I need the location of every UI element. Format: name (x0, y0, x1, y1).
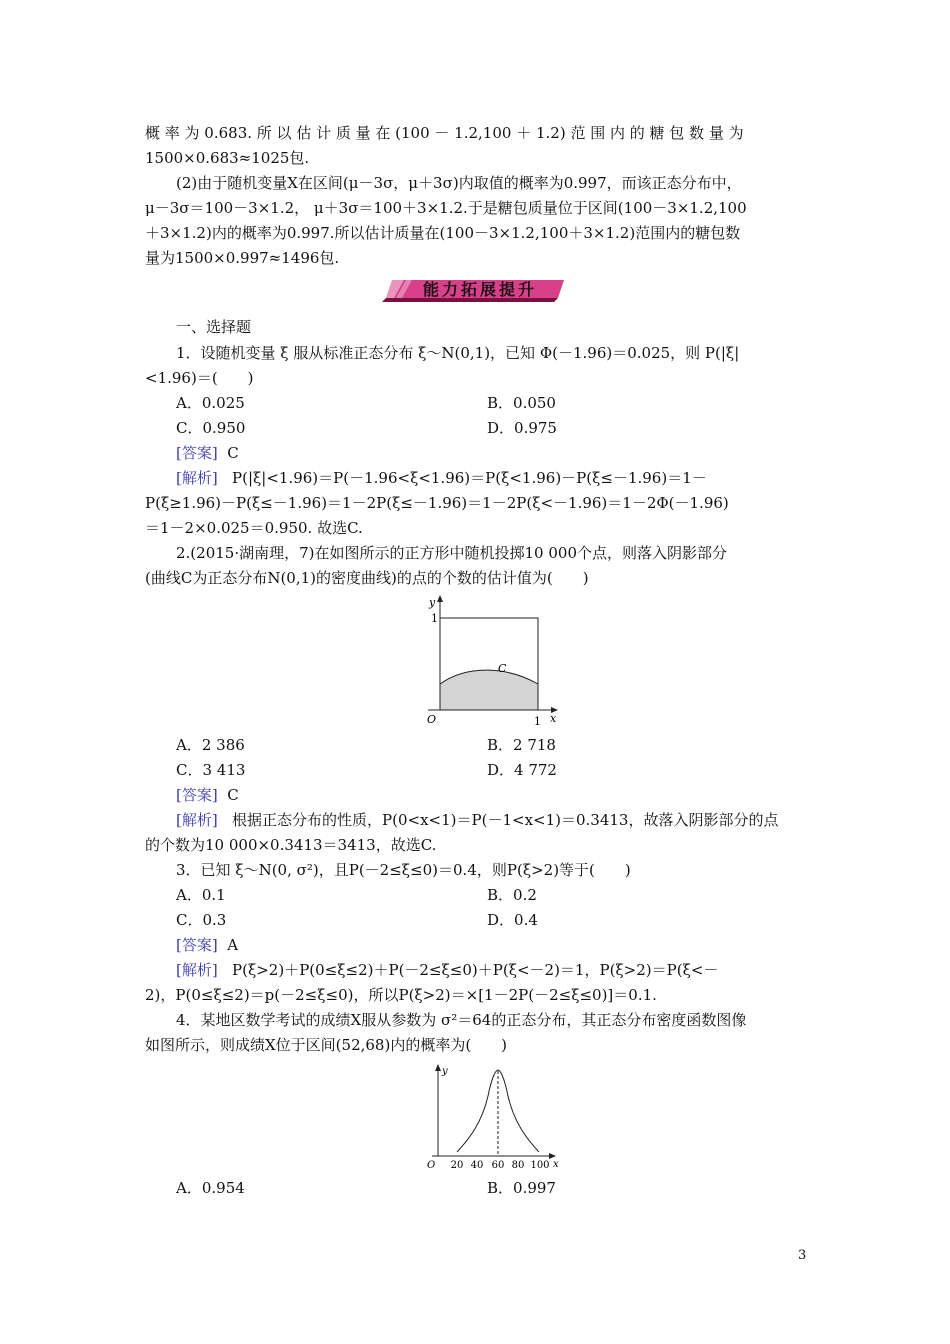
section-banner (382, 274, 570, 302)
normal-density-figure (418, 1060, 563, 1172)
q1-option-d: D．0.975 (487, 419, 557, 437)
tick-label: 100 (530, 1160, 550, 1171)
para-line: ＋3×1.2)内的概率为0.997.所以估计质量在(100－3×1.2,100＋3×1.2)范围内的糖包数 (145, 224, 741, 242)
tick-label: 20 (450, 1160, 464, 1171)
question-3-line: 3．已知 ξ～N(0, σ²)，且P(－2≤ξ≤0)＝0.4，则P(ξ>2)等于( ) (176, 861, 631, 879)
analysis-text: 根据正态分布的性质，P(0<x<1)＝P(－1<x<1)＝0.3413，故落入阴影部分的点 (232, 811, 779, 829)
q3-option-b: B．0.2 (487, 886, 537, 904)
para-line: μ－3σ＝100－3×1.2， μ＋3σ＝100＋3×1.2.于是糖包质量位于区间(100－3×1.2,100 (145, 199, 747, 217)
answer-tag: [答案] (176, 786, 218, 804)
analysis-tag: [解析] (176, 811, 218, 829)
fig-label-one-y: 1 (431, 612, 438, 625)
q3-analysis (176, 960, 718, 980)
q1-answer (176, 443, 239, 463)
para-line: (2)由于随机变量X在区间(μ－3σ，μ＋3σ)内取值的概率为0.997，而该正态分布中， (176, 174, 742, 192)
q2-analysis (176, 810, 778, 830)
answer-value: C (227, 444, 239, 462)
banner-ribbon-icon (382, 274, 570, 302)
q1-option-a: A．0.025 (176, 394, 245, 412)
para-line: 概 率 为 0.683. 所 以 估 计 质 量 在 (100 － 1.2,100 ＋ 1.2) 范 围 内 的 糖 包 数 量 为 (145, 124, 744, 142)
fig-label-o: O (427, 713, 437, 726)
q2-option-a: A．2 386 (176, 736, 245, 754)
q1-option-b: B．0.050 (487, 394, 556, 412)
fig-label-y: y (442, 1066, 448, 1077)
y-arrow-icon (437, 595, 443, 602)
analysis-tag: [解析] (176, 469, 218, 487)
question-1-line: <1.96)＝( ) (145, 369, 254, 387)
y-arrow-icon (435, 1064, 441, 1071)
page-number: 3 (798, 1248, 807, 1263)
fig-label-y: y (429, 596, 436, 609)
analysis-tag: [解析] (176, 961, 218, 979)
q1-analysis-line: P(ξ≥1.96)－P(ξ≤－1.96)＝1－2P(ξ≤－1.96)＝1－2P(ξ<－1.96)＝1－2Φ(－1.96) (145, 494, 729, 512)
q1-option-c: C．0.950 (176, 419, 246, 437)
para-line: 1500×0.683≈1025包. (145, 149, 310, 167)
question-2-line: (曲线C为正态分布N(0,1)的密度曲线)的点的个数的估计值为( ) (145, 569, 589, 587)
q2-option-d: D．4 772 (487, 761, 557, 779)
q2-analysis-line: 的个数为10 000×0.3413＝3413，故选C. (145, 836, 437, 854)
tick-label: 60 (491, 1160, 505, 1171)
q3-option-c: C．0.3 (176, 911, 227, 929)
q4-option-a: A．0.954 (176, 1179, 245, 1197)
answer-tag: [答案] (176, 444, 218, 462)
para-line: 量为1500×0.997≈1496包. (145, 249, 340, 267)
q3-option-a: A．0.1 (176, 886, 226, 904)
question-4-line: 如图所示，则成绩X位于区间(52,68)内的概率为( ) (145, 1036, 508, 1054)
q2-option-b: B．2 718 (487, 736, 556, 754)
fig-label-x: x (553, 1159, 559, 1170)
answer-value: C (227, 786, 239, 804)
question-2-line: 2.(2015·湖南理，7)在如图所示的正方形中随机投掷10 000个点，则落入阴影部分 (176, 544, 727, 562)
q1-analysis (176, 468, 707, 488)
q1-analysis-line: ＝1－2×0.025＝0.950. 故选C. (145, 519, 363, 537)
fig-label-c: C (498, 662, 507, 675)
q2-answer (176, 785, 239, 805)
section-heading: 一、选择题 (176, 318, 252, 336)
square-normal-curve-figure (418, 592, 568, 732)
fig-label-one-x: 1 (534, 715, 541, 728)
analysis-text: P(|ξ|<1.96)＝P(－1.96<ξ<1.96)＝P(ξ<1.96)－P(ξ≤－1.96)＝1－ (232, 469, 707, 487)
tick-label: 80 (511, 1160, 525, 1171)
question-1-line: 1．设随机变量 ξ 服从标准正态分布 ξ～N(0,1)，已知 Φ(－1.96)＝0.025，则 P(|ξ| (176, 344, 740, 362)
q4-option-b: B．0.997 (487, 1179, 556, 1197)
tick-label: 40 (470, 1160, 484, 1171)
analysis-text: P(ξ>2)＋P(0≤ξ≤2)＋P(－2≤ξ≤0)＋P(ξ<－2)＝1，P(ξ>2)＝P(ξ<－ (232, 961, 719, 979)
q3-option-d: D．0.4 (487, 911, 538, 929)
q3-analysis-line: 2)，P(0≤ξ≤2)＝p(－2≤ξ≤0)，所以P(ξ>2)＝×[1－2P(－2≤ξ≤0)]＝0.1. (145, 986, 657, 1004)
fig-label-o: O (427, 1160, 436, 1171)
q2-option-c: C．3 413 (176, 761, 246, 779)
fig-label-x: x (550, 712, 557, 725)
answer-tag: [答案] (176, 936, 218, 954)
question-4-line: 4．某地区数学考试的成绩X服从参数为 σ²＝64的正态分布，其正态分布密度函数图像 (176, 1011, 747, 1029)
answer-value: A (227, 936, 239, 954)
section-banner-title: 能力拓展提升 (422, 280, 538, 299)
q3-answer (176, 935, 238, 955)
